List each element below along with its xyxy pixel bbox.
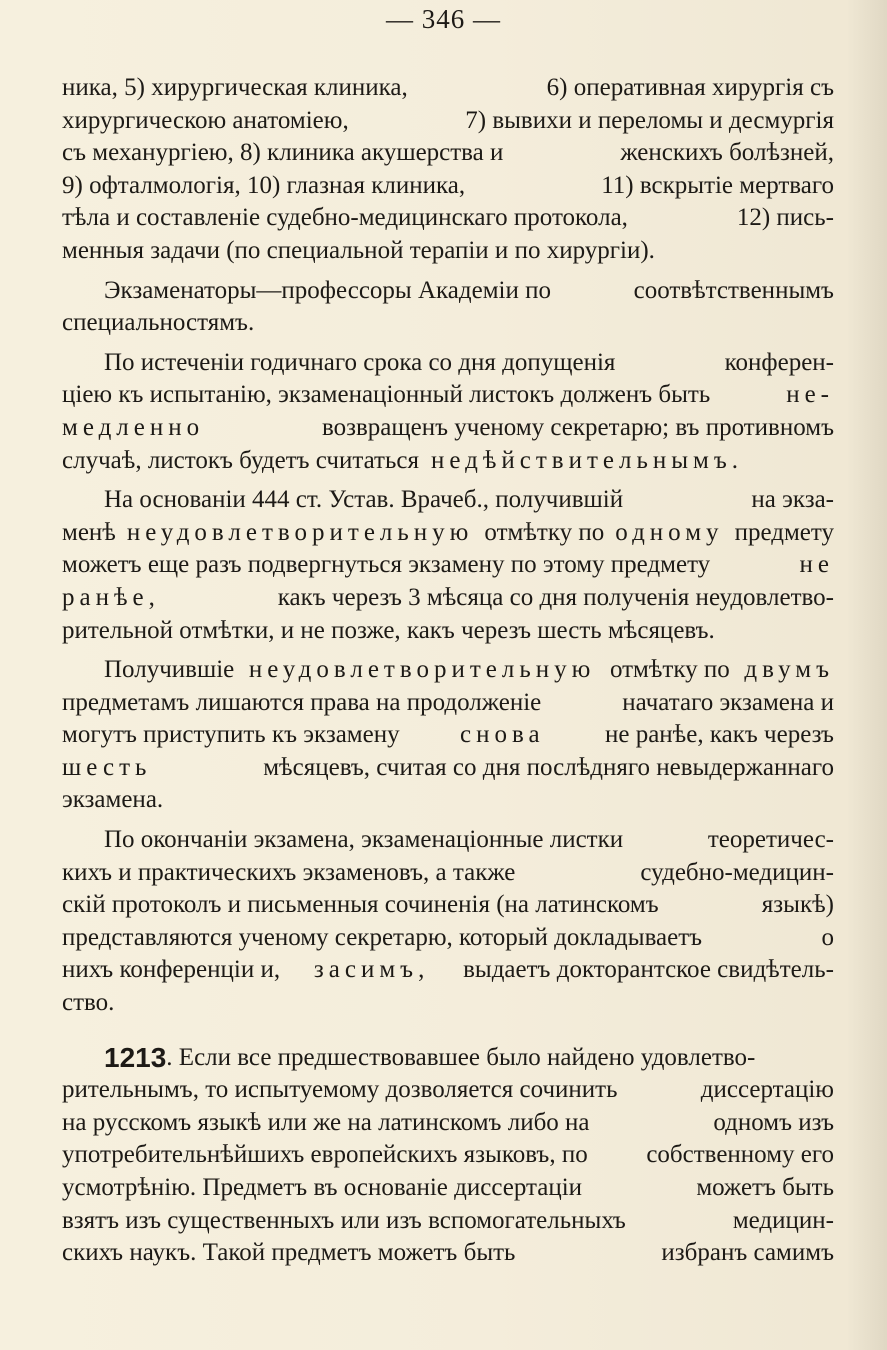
text-segment: 9) офталмологія, 10) глазная клиника, [62,171,466,199]
text-segment: женскихъ болѣзней, [620,139,834,167]
page-edge-shadow [847,0,887,1350]
text-segment: По истеченіи годичнаго срока со дня допущенія [104,348,616,376]
spaced-text: недѣйствительнымъ. [430,446,744,474]
text-line [62,275,834,308]
text-segment: менѣ [62,518,116,546]
text-line [62,1042,834,1075]
text-line [62,484,834,517]
text-line [62,1074,834,1107]
text-segment: предмету [734,518,834,546]
spaced-text: медленно [62,413,205,441]
text-line [62,1172,834,1205]
text-line [62,307,834,340]
text-line [62,954,834,987]
text-segment: выдаетъ докторантское свидѣтель- [463,956,834,984]
text-line [62,105,834,138]
text-segment: 12) пись- [736,204,834,232]
text-segment: рительной отмѣтки, и не позже, какъ черезъ шесть мѣсяцевъ. [62,616,715,644]
text-segment: хирургическою анатоміею, [62,106,349,134]
text-line [62,517,834,550]
text-line [62,1237,834,1270]
spaced-text: двумъ [744,656,834,684]
paragraph-exam-sheet-return [62,347,834,477]
page-body [62,72,834,1270]
paragraph-retake-rule [62,484,834,647]
spaced-text: неудовлетворительную [126,518,474,546]
text-segment: собственному его [646,1141,834,1169]
spaced-text: одному [615,518,724,546]
text-line [62,170,834,203]
text-line [62,137,834,170]
text-segment: экзамена. [62,786,164,814]
text-segment: ника, 5) хирургическая клиника, [62,74,408,101]
text-segment: ство. [62,989,115,1017]
text-segment: взятъ изъ существенныхъ или изъ вспомогательныхъ [62,1206,626,1234]
text-segment: начатаго экзамена и [622,688,834,716]
text-line [62,347,834,380]
text-segment: рительнымъ, то испытуемому дозволяется сочинить [62,1076,618,1104]
spaced-text: шесть [62,753,152,781]
text-segment: 6) оперативная хирургія съ [546,74,834,101]
text-segment: употребительнѣйшихъ европейскихъ языковъ, по [62,1141,588,1169]
text-line [62,582,834,615]
page-number: — 346 — [386,4,501,34]
text-segment: отмѣтку по [484,518,605,546]
text-segment: 11) вскрытіе мертваго [601,171,834,199]
text-segment: одномъ изъ [713,1108,834,1136]
text-segment: медицин- [732,1206,834,1234]
section-1213 [62,1042,834,1270]
text-segment: о [821,923,834,951]
paragraph-exam-completion [62,824,834,1020]
text-segment: менныя задачи (по специальной терапіи и по хирургіи). [62,236,655,264]
text-line [62,72,834,105]
text-line [62,824,834,857]
spaced-text: снова [460,721,545,749]
text-segment: какъ черезъ 3 мѣсяца со дня полученія неудовлетво- [277,583,834,611]
text-segment: возвращенъ ученому секретарю; въ противномъ [321,413,834,441]
spaced-text: засимъ, [313,956,430,984]
text-segment: на русскомъ языкѣ или же на латинскомъ либо на [62,1108,590,1136]
text-segment: скій протоколъ и письменныя сочиненія (на латинскомъ [62,891,659,919]
spaced-text: неудовлетворительную [248,656,596,684]
text-line [62,987,834,1020]
text-segment: На основаніи 444 ст. Устав. Врачеб., получившій [104,486,624,514]
text-segment: конферен- [724,348,834,376]
text-segment: судебно-медицин- [640,858,834,886]
text-line [62,445,834,478]
text-segment: тѣла и составленіе судебно-медицинскаго протокола, [62,204,628,232]
text-segment: ціею къ испытанію, экзаменаціонный листокъ долженъ быть [62,381,711,409]
text-line [62,1139,834,1172]
spaced-text: не [799,551,834,579]
text-segment: не ранѣе, какъ черезъ [604,721,834,749]
text-segment: диссертацію [700,1076,834,1104]
text-segment: соотвѣтственнымъ [633,276,834,304]
text-segment: . Если все предшествовавшее было найдено удовлетво- [166,1043,756,1071]
text-segment: отмѣтку по [609,656,730,684]
text-line [62,549,834,582]
text-segment: можетъ быть [696,1174,834,1201]
text-line [62,615,834,648]
text-segment: съ механургіею, 8) клиника акушерства и [62,139,504,167]
text-line [62,1107,834,1140]
text-segment: усмотрѣнію. Предметъ въ основаніе диссертаціи [62,1174,583,1201]
text-segment: на экза- [751,486,834,514]
spaced-text: не- [786,381,834,409]
text-line [62,235,834,268]
paragraph-examiners [62,275,834,340]
text-line [62,202,834,235]
text-line [62,922,834,955]
text-line [62,784,834,817]
text-segment: По окончаніи экзамена, экзаменаціонные листки [104,826,624,854]
text-line [62,379,834,412]
section-number: 1213 [104,1041,167,1073]
text-segment: предметамъ лишаются права на продолженіе [62,688,542,716]
text-segment: скихъ наукъ. Такой предметъ можетъ быть [62,1239,516,1267]
text-segment: специальностямъ. [62,309,255,337]
text-segment: 7) вывихи и переломы и десмургія [465,106,834,134]
text-segment: избранъ самимъ [661,1239,834,1267]
text-line [62,719,834,752]
text-line [62,889,834,922]
spaced-text: ранѣе, [62,583,160,611]
text-line [62,654,834,687]
text-segment: представляются ученому секретарю, который докладываетъ [62,923,703,951]
text-line [62,412,834,445]
text-segment: языкѣ) [761,891,834,919]
text-line [62,857,834,890]
text-line [62,687,834,720]
text-segment: можетъ еще разъ подвергнуться экзамену по этому предмету [62,551,711,579]
paragraph-two-subjects-failed [62,654,834,817]
text-segment: Получившіе [104,656,235,684]
text-segment: кихъ и практическихъ экзаменовъ, а также [62,858,516,886]
text-line [62,1205,834,1238]
text-segment: теоретичес- [707,826,834,854]
text-segment: могутъ приступить къ экзамену [62,721,400,749]
text-line [62,752,834,785]
text-segment: нихъ конференціи и, [62,956,281,984]
text-segment: мѣсяцевъ, считая со дня послѣдняго невыдержаннаго [263,753,834,781]
text-segment: случаѣ, листокъ будетъ считаться [62,446,419,474]
paragraph-exam-subjects-continued [62,72,834,268]
text-segment: Экзаменаторы—профессоры Академіи по [104,276,551,304]
